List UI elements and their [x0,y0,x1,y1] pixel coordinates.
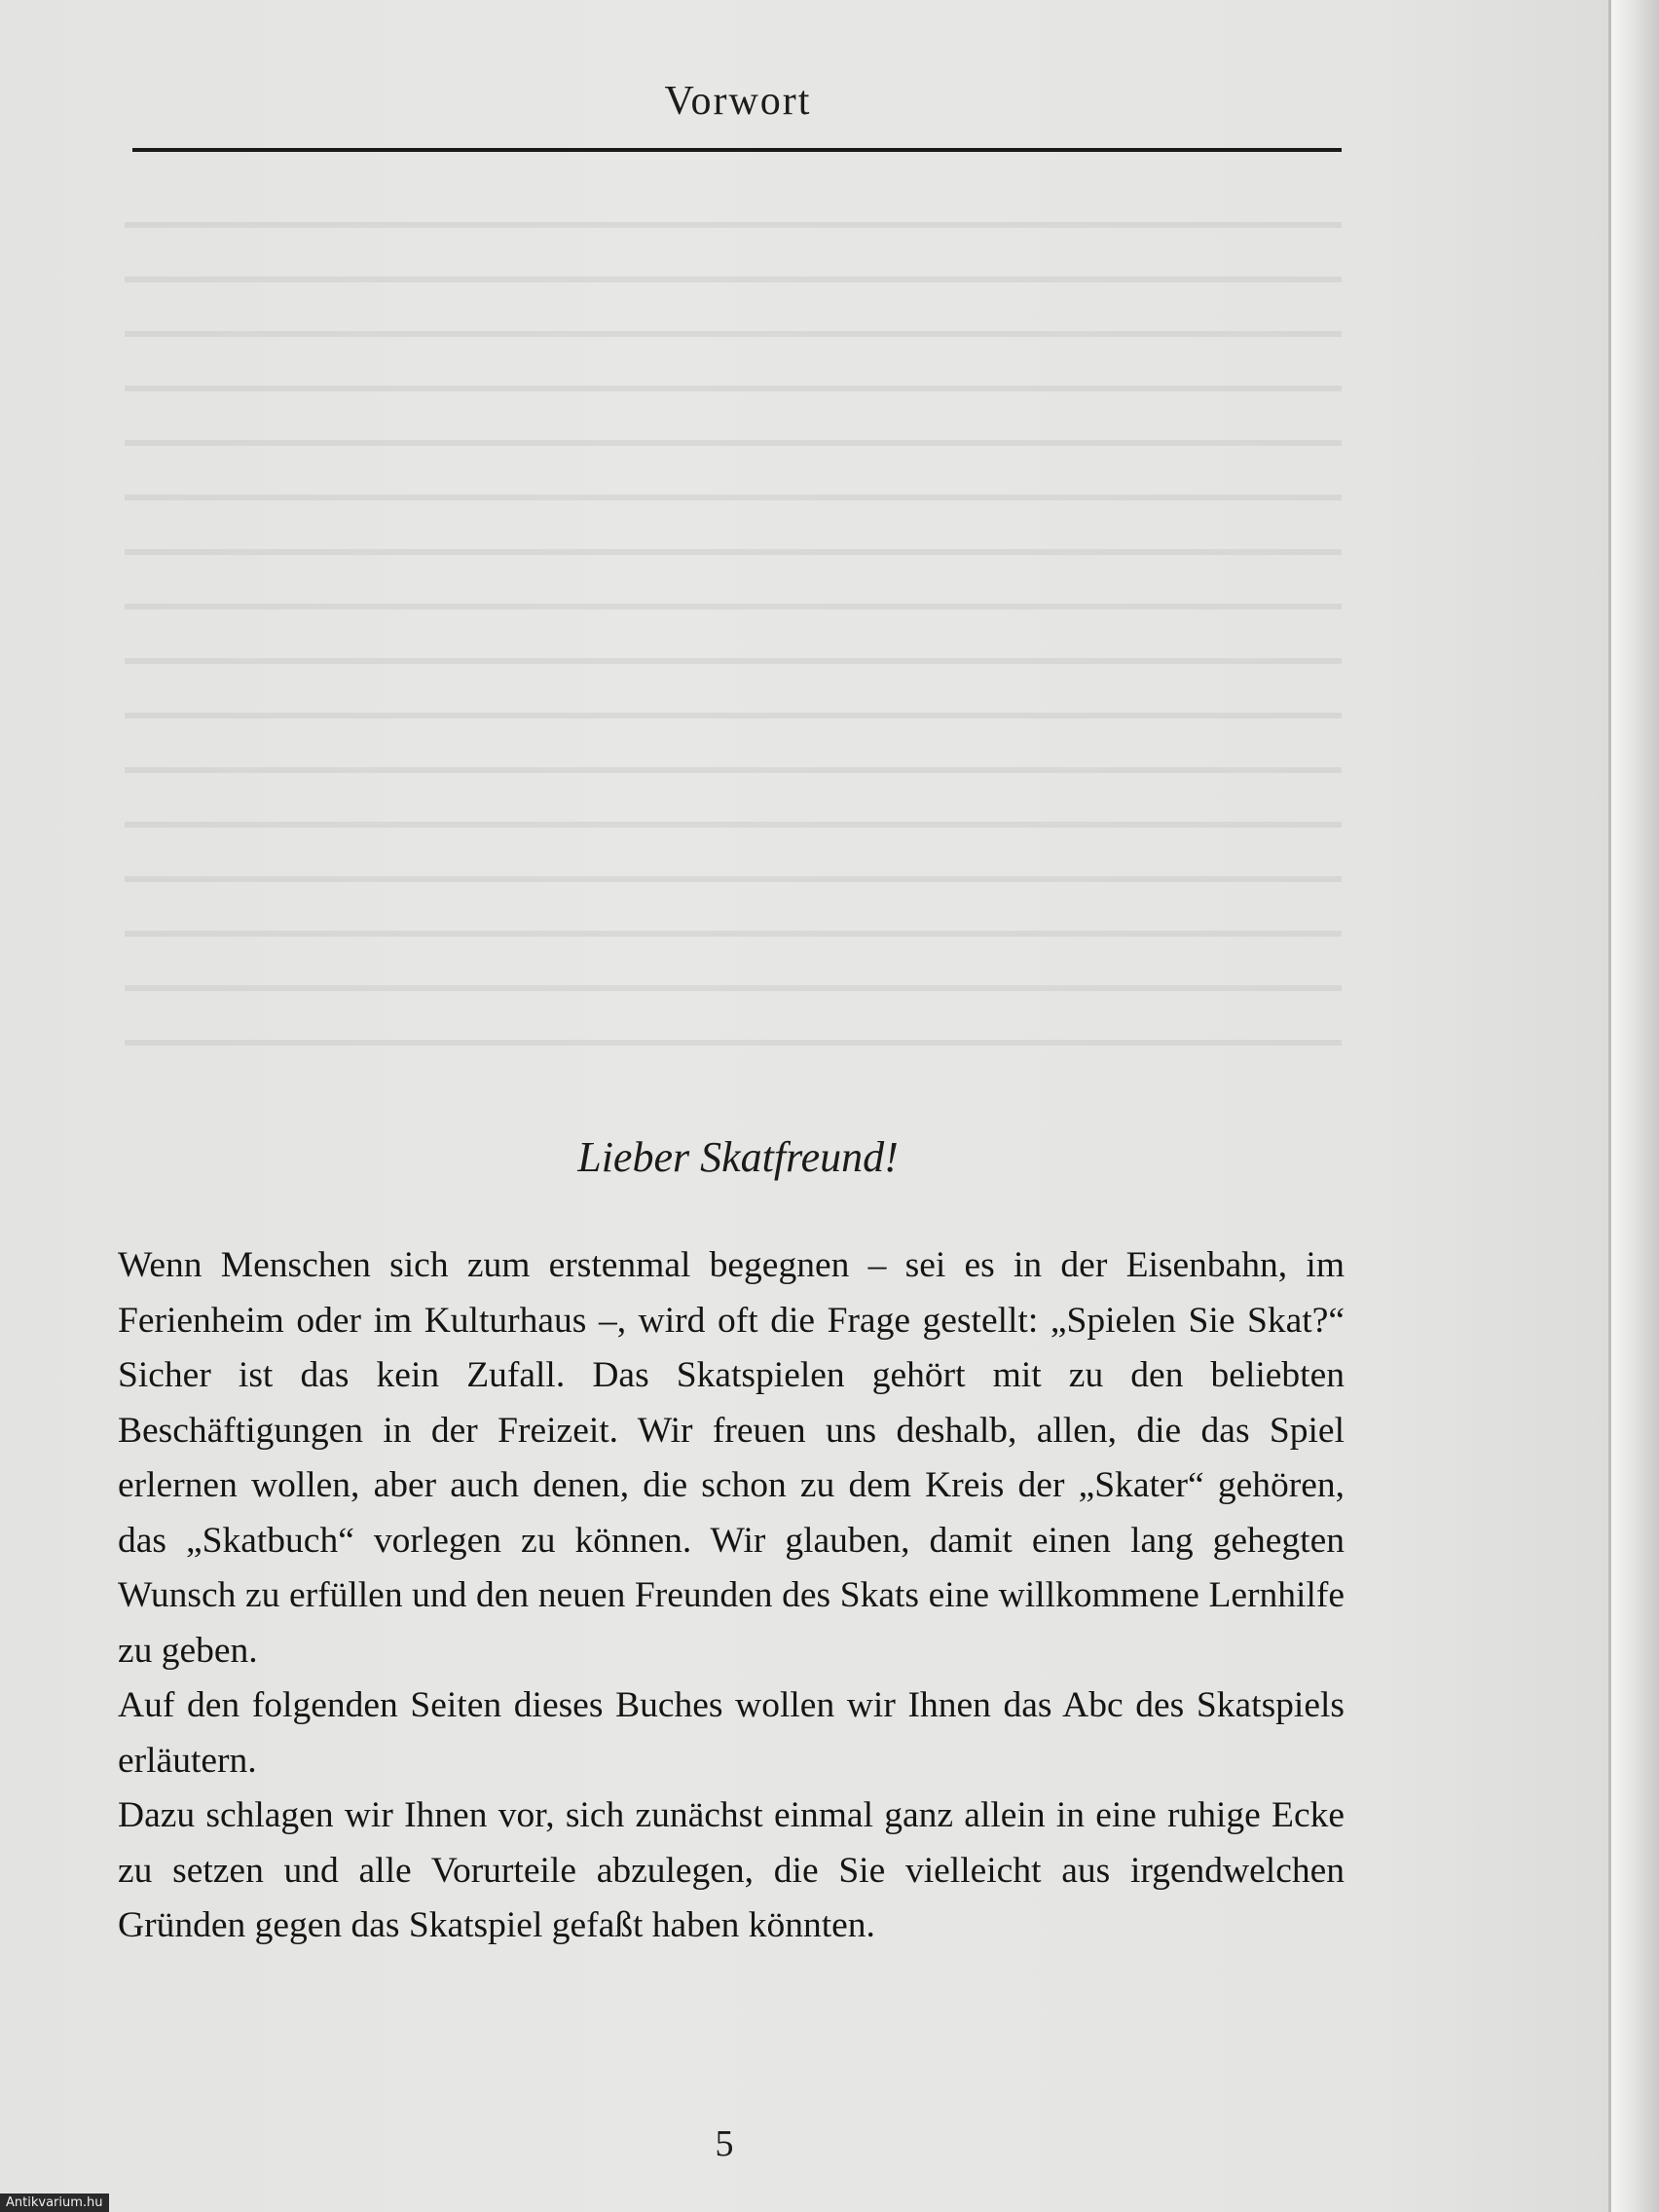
salutation: Lieber Skatfreund! [577,1133,899,1181]
page-number: 5 [715,2123,734,2164]
paragraph-3: Dazu schlagen wir Ihnen vor, sich zunächst einmal ganz allein in eine ruhige Ecke zu setzen und alle Vorurteile abzulegen, die Sie vielleicht aus irgendwelchen Gründen gegen das Skatspiel gefaßt haben könnten. [118,1795,1345,1945]
paragraph-2: Auf den folgenden Seiten dieses Buches wollen wir Ihnen das Abc des Skatspiels erläutern. [118,1685,1345,1781]
body-text [118,1238,1345,1954]
show-through-text [125,195,1342,1071]
header-rule [132,148,1342,152]
watermark: Antikvarium.hu [0,2194,109,2212]
paragraph-1: Wenn Menschen sich zum erstenmal begegnen – sei es in der Eisenbahn, im Ferienheim oder im Kulturhaus –, wird oft die Frage gestellt: „Spielen Sie Skat?“ Sicher ist das kein Zufall. Das Skatspielen gehört mit zu den beliebten Beschäftigungen in der Freizeit. Wir freuen uns deshalb, allen, die das Spiel erlernen wollen, aber auch denen, die schon zu dem Kreis der „Skater“ gehören, das „Skatbuch“ vorlegen zu können. Wir glauben, damit einen lang gehegten Wunsch zu erfüllen und den neuen Freunden des Skats eine willkommene Lernhilfe zu geben. [118,1245,1345,1671]
running-head: Vorwort [664,79,812,124]
page-edge [1611,0,1659,2212]
